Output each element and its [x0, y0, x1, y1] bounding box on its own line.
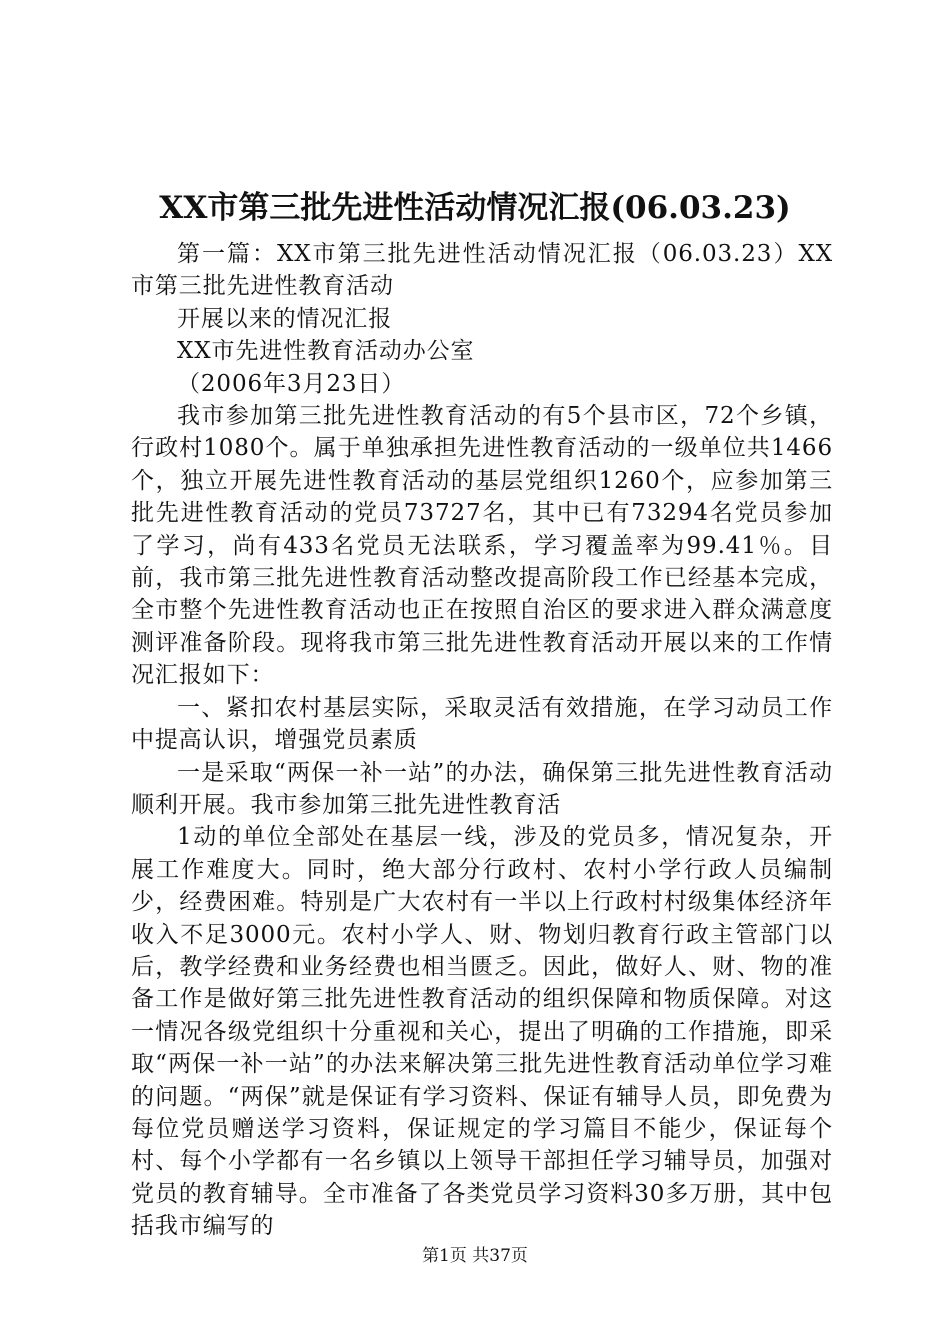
document-body — [131, 238, 833, 1243]
paragraph: 开展以来的情况汇报 — [177, 305, 393, 332]
paragraph: 我市参加第三批先进性教育活动的有5个县市区，72个乡镇，行政村1080个。属于单独承担先进性教育活动的一级单位共1466个，独立开展先进性教育活动的基层党组织1260个，应参加第三批先进性教育活动的党员73727名，其中已有73294名党员参加了学习，尚有433名党员无法联系，学习覆盖率为99.41％。目前，我市第三批先进性教育活动整改提高阶段工作已经基本完成，全市整个先进性教育活动也正在按照自治区的要求进入群众满意度测评准备阶段。现将我市第三批先进性教育活动开展以来的工作情况汇报如下： — [131, 403, 833, 689]
paragraph: （2006年3月23日） — [177, 370, 406, 397]
document-title: XX市第三批先进性活动情况汇报(06.03.23) — [159, 190, 791, 226]
paragraph: 第一篇：XX市第三批先进性活动情况汇报（06.03.23）XX市第三批先进性教育活动 — [131, 241, 833, 300]
page-footer: 第1页 共37页 — [422, 1246, 528, 1266]
paragraph: 一是采取“两保一补一站”的办法，确保第三批先进性教育活动顺利开展。我市参加第三批先进性教育活 — [131, 759, 833, 818]
paragraph: 一、紧扣农村基层实际，采取灵活有效措施，在学习动员工作中提高认识，增强党员素质 — [131, 694, 833, 754]
paragraph: XX市先进性教育活动办公室 — [177, 338, 475, 365]
paragraph: 1动的单位全部处在基层一线，涉及的党员多，情况复杂，开展工作难度大。同时，绝大部分行政村、农村小学行政人员编制少，经费困难。特别是广大农村有一半以上行政村村级集体经济年收入不足3000元。农村小学人、财、物划归教育行政主管部门以后，教学经费和业务经费也相当匮乏。因此，做好人、财、物的准备工作是做好第三批先进性教育活动的组织保障和物质保障。对这一情况各级党组织十分重视和关心，提出了明确的工作措施，即采取“两保一补一站”的办法来解决第三批先进性教育活动单位学习难的问题。“两保”就是保证有学习资料、保证有辅导人员，即免费为每位党员赠送学习资料，保证规定的学习篇目不能少，保证每个村、每个小学都有一名乡镇以上领导干部担任学习辅导员，加强对党员的教育辅导。全市准备了各类党员学习资料30多万册，其中包括我市编写的 — [131, 824, 833, 1240]
